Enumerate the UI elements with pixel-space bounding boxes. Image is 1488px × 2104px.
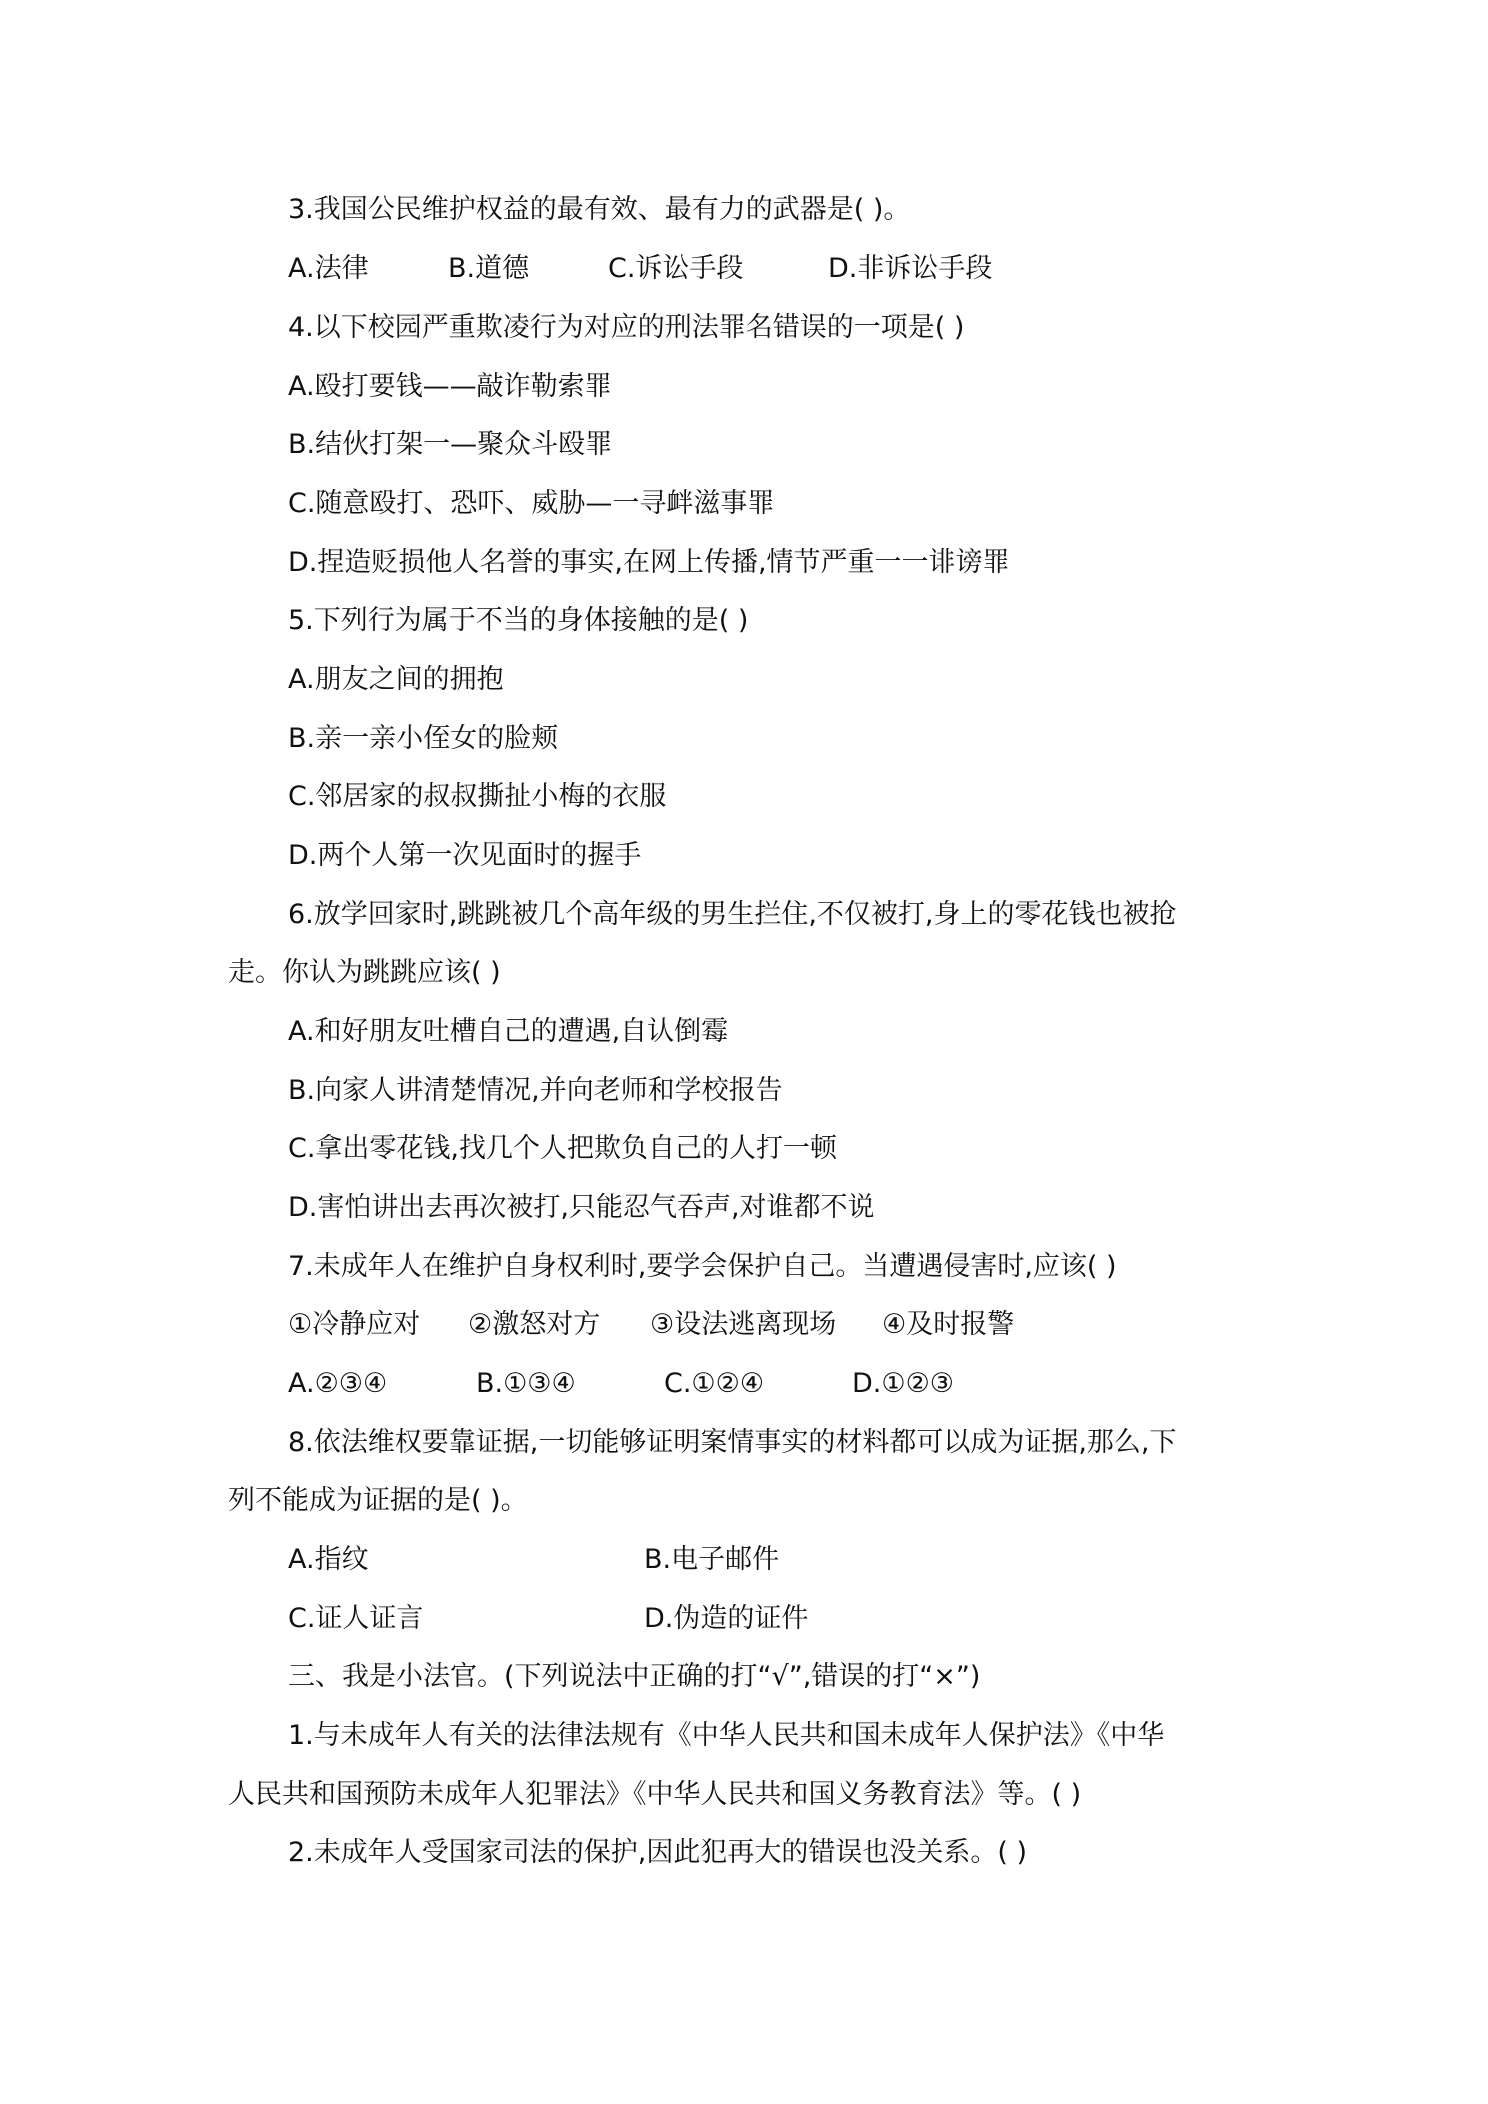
option-b: B.①③④ [476, 1368, 576, 1399]
judge-item-2: 2.未成年人受国家司法的保护,因此犯再大的错误也没关系。( ) [288, 1837, 1027, 1868]
option-c: C.证人证言 [288, 1603, 424, 1634]
option-a: A.指纹 [288, 1544, 369, 1575]
question-5-option-c: C.邻居家的叔叔撕扯小梅的衣服 [288, 781, 667, 812]
question-7-options [288, 1367, 954, 1401]
option-c: C.①②④ [664, 1368, 765, 1399]
choice-4: ④及时报警 [882, 1309, 1015, 1340]
question-8-stem-line1: 8.依法维权要靠证据,一切能够证明案情事实的材料都可以成为证据,那么,下 [288, 1427, 1177, 1458]
question-7-choices [288, 1308, 1014, 1342]
question-5-stem: 5.下列行为属于不当的身体接触的是( ) [288, 605, 749, 636]
question-5-option-d: D.两个人第一次见面时的握手 [288, 840, 642, 871]
question-4-option-c: C.随意殴打、恐吓、威胁—一寻衅滋事罪 [288, 488, 775, 519]
judge-item-1-line1: 1.与未成年人有关的法律法规有《中华人民共和国未成年人保护法》《中华 [288, 1720, 1165, 1751]
question-5-option-a: A.朋友之间的拥抱 [288, 664, 504, 695]
question-4-option-a: A.殴打要钱——敲诈勒索罪 [288, 371, 612, 402]
question-6-option-a: A.和好朋友吐槽自己的遭遇,自认倒霉 [288, 1016, 729, 1047]
question-4-stem: 4.以下校园严重欺凌行为对应的刑法罪名错误的一项是( ) [288, 312, 965, 343]
option-b: B.道德 [448, 253, 530, 284]
question-8-options-row2 [288, 1602, 808, 1636]
question-8-options-row1 [288, 1543, 779, 1577]
question-6-option-d: D.害怕讲出去再次被打,只能忍气吞声,对谁都不说 [288, 1192, 875, 1223]
choice-2: ②激怒对方 [468, 1309, 601, 1340]
option-d: D.①②③ [852, 1368, 954, 1399]
option-c: C.诉讼手段 [608, 253, 744, 284]
question-6-option-c: C.拿出零花钱,找几个人把欺负自己的人打一顿 [288, 1133, 838, 1164]
question-8-stem-line2: 列不能成为证据的是( )。 [228, 1485, 528, 1516]
question-5-option-b: B.亲一亲小侄女的脸颊 [288, 723, 559, 754]
option-a: A.法律 [288, 253, 369, 284]
question-4-option-b: B.结伙打架一—聚众斗殴罪 [288, 429, 613, 460]
option-b: B.电子邮件 [644, 1544, 780, 1575]
question-6-stem-line1: 6.放学回家时,跳跳被几个高年级的男生拦住,不仅被打,身上的零花钱也被抢 [288, 899, 1177, 930]
option-a: A.②③④ [288, 1368, 388, 1399]
option-d: D.伪造的证件 [644, 1603, 809, 1634]
question-7-stem: 7.未成年人在维护自身权利时,要学会保护自己。当遭遇侵害时,应该( ) [288, 1251, 1117, 1282]
question-3-stem: 3.我国公民维护权益的最有效、最有力的武器是( )。 [288, 194, 911, 225]
choice-1: ①冷静应对 [288, 1309, 421, 1340]
choice-3: ③设法逃离现场 [650, 1309, 837, 1340]
question-3-options [288, 252, 992, 286]
question-4-option-d: D.捏造贬损他人名誉的事实,在网上传播,情节严重一一诽谤罪 [288, 547, 1010, 578]
question-6-option-b: B.向家人讲清楚情况,并向老师和学校报告 [288, 1075, 783, 1106]
judge-item-1-line2: 人民共和国预防未成年人犯罪法》《中华人民共和国义务教育法》等。( ) [228, 1779, 1082, 1810]
option-d: D.非诉讼手段 [828, 253, 993, 284]
question-6-stem-line2: 走。你认为跳跳应该( ) [228, 957, 501, 988]
section-3-heading: 三、我是小法官。(下列说法中正确的打“√”,错误的打“×”) [288, 1661, 981, 1692]
